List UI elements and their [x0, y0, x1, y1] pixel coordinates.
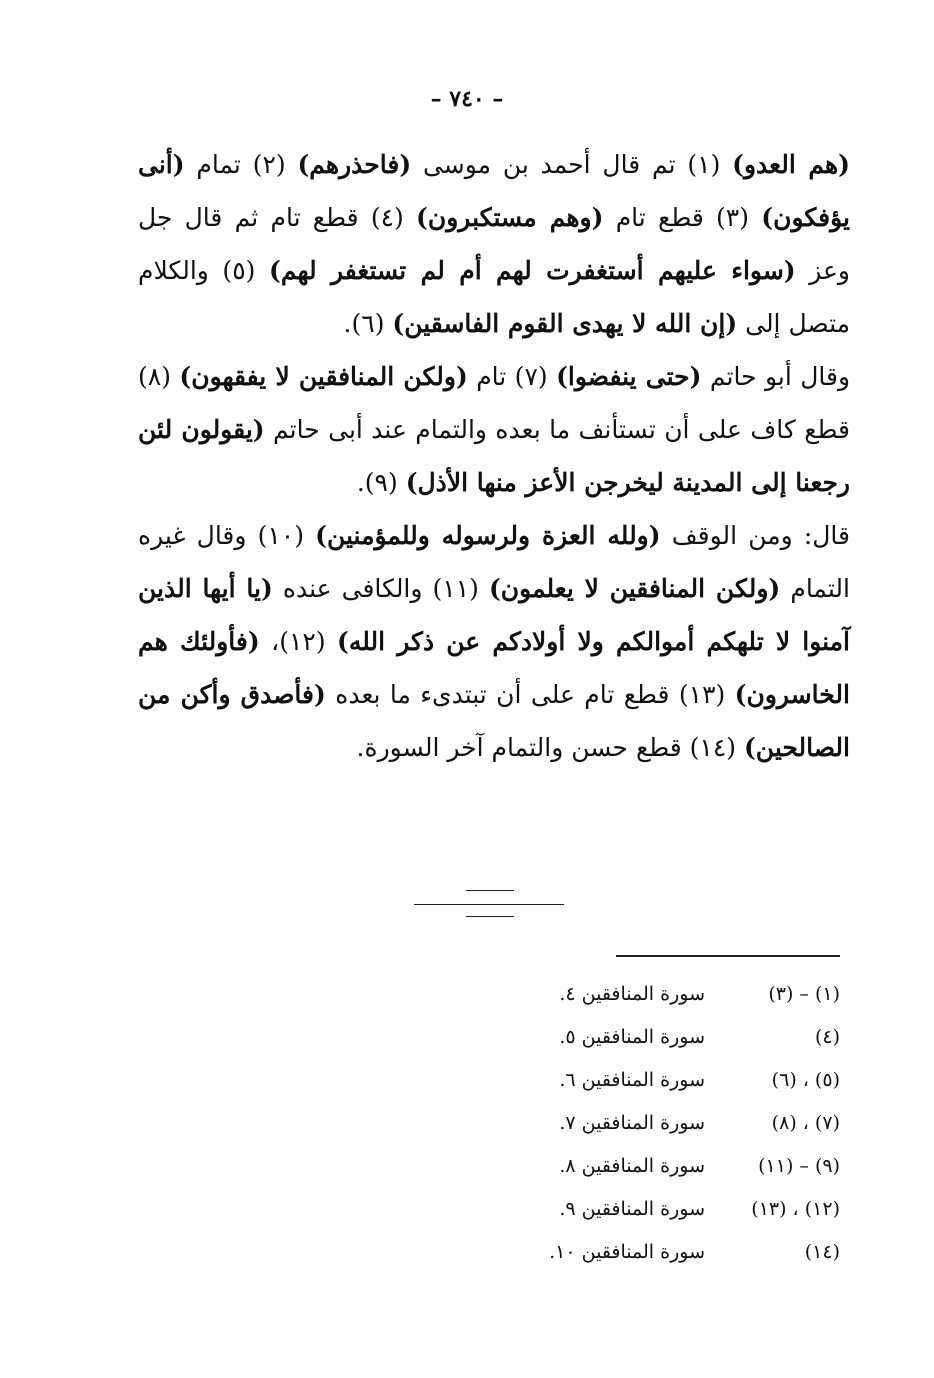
commentary-text: وقال أبو حاتم [701, 362, 851, 391]
commentary-text: (٩). [356, 468, 406, 497]
quran-quote: (ولكن المنافقين لا يفقهون) [179, 362, 468, 391]
footnote-source: سورة المنافقين ٩. [559, 1197, 705, 1220]
footnote-refs: (٤) [814, 1025, 840, 1048]
footnote [480, 1015, 840, 1058]
quran-quote: (فأصدق وأكن من الصالحين) [138, 680, 850, 762]
commentary-text: (٦). [343, 309, 393, 338]
footnote-source: سورة المنافقين ٤. [559, 982, 705, 1005]
main-text [138, 138, 850, 774]
commentary-text: (١) تم قال أحمد بن موسى [411, 150, 733, 179]
footnote-refs: (٥) ، (٦) [771, 1068, 840, 1091]
footnote-source: سورة المنافقين ٥. [559, 1025, 705, 1048]
footnote-refs: (١٢) ، (١٣) [751, 1197, 840, 1220]
quran-quote: (ولكن المنافقين لا يعلمون) [488, 574, 781, 603]
section-divider [414, 904, 564, 905]
quran-quote: (يا أيها الذين آمنوا لا تلهكم أموالكم ولا أولادكم عن ذكر الله) [138, 574, 851, 656]
quran-quote: (وهم مستكبرون) [416, 203, 604, 232]
footnote [480, 1101, 840, 1144]
commentary-text: (١٢)، [259, 627, 337, 656]
paragraph [138, 138, 850, 350]
footnote-refs: (٩) – (١١) [758, 1154, 840, 1177]
commentary-text: (٤) قطع تام ثم قال جل وعز [138, 203, 851, 285]
footnote-rule [616, 955, 840, 957]
page-number: – ٧٤٠ – [430, 86, 504, 112]
quran-quote: (فأولئك هم الخاسرون) [138, 627, 850, 709]
footnote [480, 1230, 840, 1273]
quran-quote: (ولله العزة ولرسوله وللمؤمنين) [315, 521, 661, 550]
footnote [480, 1187, 840, 1230]
footnote [480, 1144, 840, 1187]
quran-quote: (حتى ينفضوا) [556, 362, 702, 391]
footnotes-list [480, 972, 840, 1273]
paragraph [138, 350, 850, 509]
footnote-source: سورة المنافقين ٨. [559, 1154, 705, 1177]
quran-quote: (فاحذرهم) [297, 150, 412, 179]
commentary-text: (٢) تمام [184, 150, 298, 179]
commentary-text: (١٤) قطع حسن والتمام آخر السورة. [356, 733, 744, 762]
paragraph [138, 509, 850, 774]
commentary-text: (١١) والكافى عنده [272, 574, 489, 603]
footnote-refs: (١٤) [804, 1240, 840, 1263]
commentary-text: (٥) والكلام متصل إلى [138, 256, 850, 338]
quran-quote: (هم العدو) [732, 150, 850, 179]
quran-quote: (يقولون لئن رجعنا إلى المدينة ليخرجن الأعز منها الأذل) [138, 415, 850, 497]
section-divider [466, 890, 514, 891]
quran-quote: (إن الله لا يهدى القوم الفاسقين) [392, 309, 738, 338]
quran-quote: (أنى يؤفكون) [138, 150, 850, 232]
commentary-text: (٣) قطع تام [603, 203, 762, 232]
commentary-text: (٧) تام [467, 362, 557, 391]
commentary-text: قال: ومن الوقف [660, 521, 850, 550]
footnote [480, 1058, 840, 1101]
footnote-refs: (١) – (٣) [768, 982, 840, 1005]
footnote-source: سورة المنافقين ١٠. [549, 1240, 705, 1263]
commentary-text: (٨) قطع كاف على أن تستأنف ما بعده والتمام عند أبى حاتم [138, 362, 850, 444]
commentary-text: (١٠) وقال غيره التمام [138, 521, 850, 603]
footnote-source: سورة المنافقين ٧. [559, 1111, 705, 1134]
footnote-source: سورة المنافقين ٦. [559, 1068, 705, 1091]
quran-quote: (سواء عليهم أستغفرت لهم أم لم تستغفر لهم) [269, 256, 796, 285]
footnote-refs: (٧) ، (٨) [771, 1111, 840, 1134]
commentary-text: (١٣) قطع تام على أن تبتدىء ما بعده [325, 680, 735, 709]
footnote [480, 972, 840, 1015]
section-divider [466, 916, 514, 917]
